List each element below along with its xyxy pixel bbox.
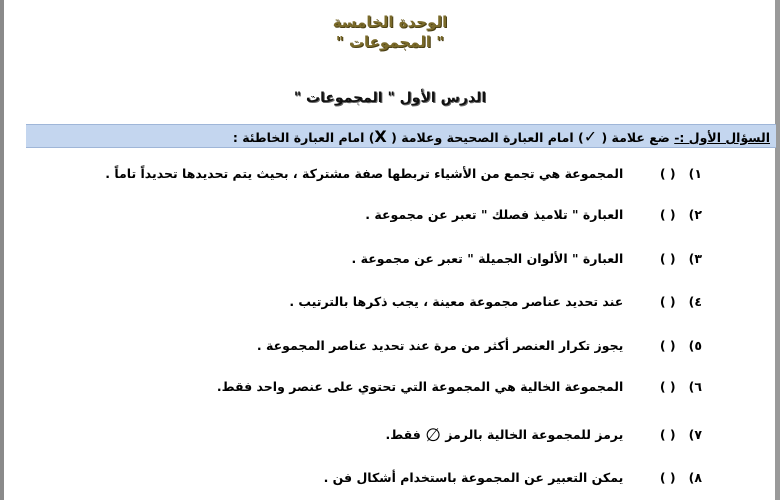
- answer-blank[interactable]: ( ): [659, 207, 676, 222]
- item-text: العبارة " الألوان الجميلة " تعبر عن مجموعة .: [351, 251, 624, 266]
- page-left-edge: [0, 0, 4, 500]
- answer-blank[interactable]: ( ): [659, 379, 676, 394]
- item-text: يجوز تكرار العنصر أكثر من مرة عند تحديد عناصر المجموعة .: [256, 338, 624, 353]
- unit-title: [300, 12, 480, 52]
- answer-blank[interactable]: ( ): [659, 294, 676, 309]
- question-text-part2: ) امام العبارة الصحيحة وعلامة (: [391, 130, 584, 145]
- question-instruction: [26, 124, 776, 148]
- list-item: [217, 376, 702, 398]
- list-item: [105, 163, 702, 185]
- item-number: ٨): [688, 470, 702, 485]
- item-text-before: يرمز للمجموعة الخالية بالرمز: [445, 427, 624, 442]
- item-number: ١): [688, 166, 702, 181]
- list-item: [352, 248, 702, 270]
- list-item: [365, 204, 702, 226]
- item-number: ٧): [688, 427, 702, 442]
- item-text: يمكن التعبير عن المجموعة باستخدام أشكال فن .: [323, 470, 624, 485]
- lesson-title: الدرس الأول " المجموعات ": [293, 90, 487, 106]
- item-number: ٢): [688, 207, 702, 222]
- item-number: ٦): [688, 379, 702, 394]
- answer-blank[interactable]: ( ): [659, 338, 676, 353]
- list-item: [386, 424, 702, 446]
- item-text: المجموعة الخالية هي المجموعة التي تحتوي على عنصر واحد فقط.: [216, 379, 624, 394]
- list-item: [257, 335, 702, 357]
- question-text-part1: ضع علامة (: [601, 130, 675, 145]
- answer-blank[interactable]: ( ): [659, 470, 676, 485]
- item-number: ٥): [688, 338, 702, 353]
- unit-title-line1: الوحدة الخامسة: [332, 13, 448, 31]
- x-mark-icon: X: [374, 127, 387, 146]
- question-text-part3: ) امام العبارة الخاطئة :: [232, 130, 375, 145]
- item-text: العبارة " تلاميذ فصلك " تعبر عن مجموعة .: [365, 207, 624, 222]
- item-text-after: فقط.: [385, 427, 421, 442]
- unit-title-line2: " المجموعات ": [335, 33, 445, 51]
- item-number: ٤): [688, 294, 702, 309]
- answer-blank[interactable]: ( ): [659, 427, 676, 442]
- question-label: السؤال الأول :-: [674, 130, 770, 145]
- list-item: [324, 467, 702, 489]
- item-number: ٣): [688, 251, 702, 266]
- item-text: عند تحديد عناصر مجموعة معينة ، يجب ذكرها بالترتيب .: [289, 294, 624, 309]
- check-mark-icon: ✓: [583, 127, 598, 146]
- page-right-edge: [775, 0, 780, 500]
- answer-blank[interactable]: ( ): [659, 166, 676, 181]
- empty-set-icon: ∅: [425, 425, 441, 446]
- answer-blank[interactable]: ( ): [659, 251, 676, 266]
- item-text: المجموعة هي تجمع من الأشياء تربطها صفة مشتركة ، بحيث يتم تحديدها تحديداً تاماً .: [105, 166, 624, 181]
- list-item: [289, 291, 702, 313]
